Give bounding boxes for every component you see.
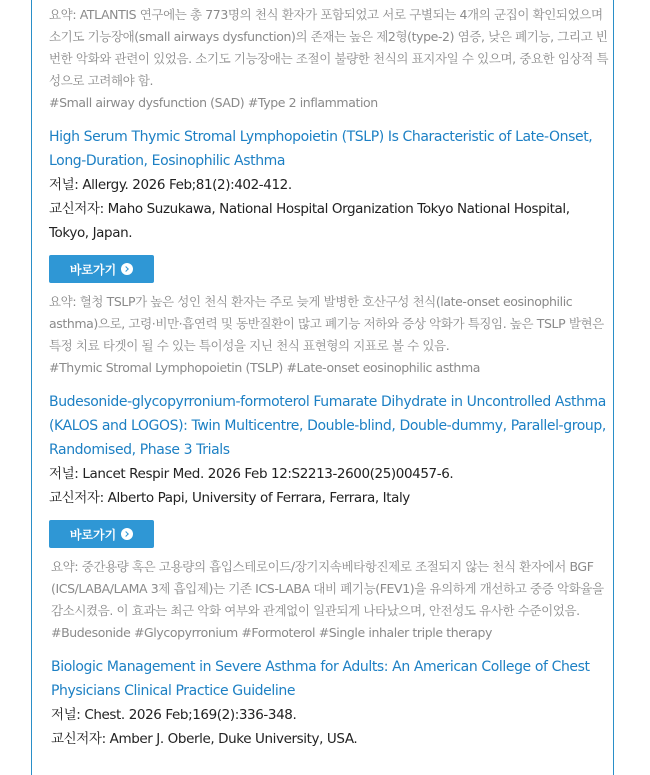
go-to-button-label: 바로가기 — [69, 527, 117, 542]
article-summary: 요약: 중간용량 혹은 고용량의 흡입스테로이드/장기지속베타항진제로 조절되지 않는 천식 환자에서 BGF (ICS/LABA/LAMA 3제 흡입제)는 기존 ICS-LABA 대비 폐기능(FEV1)을 유의하게 개선하고 중증 악화율을 감소시켰음. 이 효과는 최근 악화 여부와 관계없이 일관되게 나타났으며, 안전성도 유사한 수준이었음. — [51, 559, 604, 618]
article-author: 교신저자: Amber J. Oberle, Duke University, USA. — [51, 731, 358, 747]
article-block-1 — [49, 4, 609, 114]
go-to-button-label: 바로가기 — [69, 262, 117, 277]
go-to-button[interactable] — [49, 255, 154, 283]
article-journal: 저널: Chest. 2026 Feb;169(2):336-348. — [51, 707, 297, 723]
article-title-link[interactable]: Budesonide-glycopyrronium-formoterol Fumarate Dihydrate in Uncontrolled Asthma (KALOS and LOGOS): Twin Multicentre, Double-blind, Double-dummy, Parallel-group, Randomised, Phase 3 Trials — [49, 394, 606, 458]
article-author: 교신저자: Maho Suzukawa, National Hospital Organization Tokyo National Hospital, Tokyo, Japan. — [49, 201, 570, 241]
article-list — [49, 4, 609, 751]
article-tags: #Budesonide #Glycopyrronium #Formoterol #Single inhaler triple therapy — [51, 625, 493, 640]
article-tags: #Thymic Stromal Lymphopoietin (TSLP) #Late-onset eosinophilic asthma — [49, 360, 480, 375]
article-journal: 저널: Lancet Respir Med. 2026 Feb 12:S2213-2600(25)00457-6. — [49, 466, 454, 482]
article-tags: #Small airway dysfunction (SAD) #Type 2 inflammation — [49, 95, 378, 110]
article-block-3 — [49, 390, 609, 644]
article-summary: 요약: ATLANTIS 연구에는 총 773명의 천식 환자가 포함되었고 서로 구별되는 4개의 군집이 확인되었으며 소기도 기능장애(small airways dysfunction)의 존재는 높은 제2형(type-2) 염증, 낮은 폐기능, 그리고 빈번한 악화와 관련이 있었음. 소기도 기능장애는 조절이 불량한 천식의 표지자일 수 있으며, 중요한 임상적 특성으로 고려해야 함. — [49, 7, 609, 88]
article-journal: 저널: Allergy. 2026 Feb;81(2):402-412. — [49, 177, 292, 193]
article-summary: 요약: 혈청 TSLP가 높은 성인 천식 환자는 주로 늦게 발병한 호산구성 천식(late-onset eosinophilic asthma)으로, 고령·비만·흡연력 및 동반질환이 많고 폐기능 저하와 증상 악화가 특징임. 높은 TSLP 발현은 특정 치료 타겟이 될 수 있는 특이성을 지닌 천식 표현형의 지표로 볼 수 있음. — [49, 294, 604, 353]
arrow-right-circle-icon — [121, 263, 133, 275]
article-summary-wrap — [49, 556, 609, 644]
article-title-link[interactable]: Biologic Management in Severe Asthma for Adults: An American College of Chest Physicians Clinical Practice Guideline — [51, 659, 590, 699]
arrow-right-circle-icon — [121, 528, 133, 540]
article-title-link[interactable]: High Serum Thymic Stromal Lymphopoietin (TSLP) Is Characteristic of Late-Onset, Long-Duration, Eosinophilic Asthma — [49, 129, 593, 169]
article-block-4 — [49, 655, 609, 751]
go-to-button[interactable] — [49, 520, 154, 548]
article-block-2 — [49, 125, 609, 379]
article-author: 교신저자: Alberto Papi, University of Ferrara, Ferrara, Italy — [49, 490, 410, 506]
